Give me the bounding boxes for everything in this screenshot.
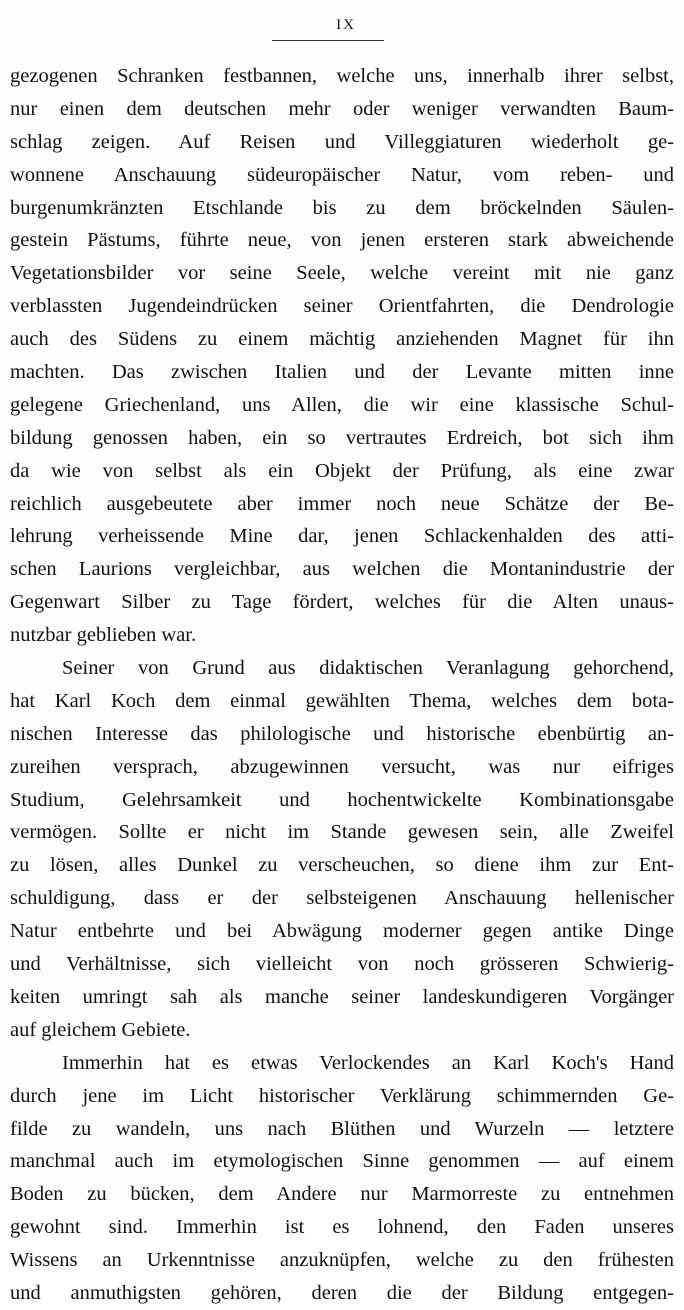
- text-line: schlag zeigen. Auf Reisen und Villeggiaturen wiederholt ge-: [10, 130, 674, 153]
- text-line: reichlich ausgebeutete aber immer noch neue Schätze der Be-: [10, 492, 674, 515]
- text-line: Wissens an Urkenntnisse anzuknüpfen, welche zu den frühesten: [10, 1249, 674, 1272]
- text-line: da wie von selbst als ein Objekt der Prüfung, als eine zwar: [10, 459, 674, 482]
- text-line: auch des Südens zu einem mächtig anziehenden Magnet für ihn: [10, 328, 674, 351]
- text-line: Natur entbehrte und bei Abwägung moderner gegen antike Dinge: [10, 920, 674, 943]
- text-line: gelegene Griechenland, uns Allen, die wir eine klassische Schul-: [10, 393, 674, 416]
- text-line: nischen Interesse das philologische und historische ebenbürtig an-: [10, 722, 674, 745]
- text-line: machten. Das zwischen Italien und der Levante mitten inne: [10, 361, 674, 384]
- text-line: Boden zu bücken, dem Andere nur Marmorreste zu entnehmen: [10, 1183, 674, 1206]
- text-line: bildung genossen haben, ein so vertrautes Erdreich, bot sich ihm: [10, 426, 674, 449]
- header-rule: [272, 40, 384, 41]
- text-line: manchmal auch im etymologischen Sinne genommen — auf einem: [10, 1150, 674, 1173]
- text-line: burgenumkränzten Etschlande bis zu dem bröckelnden Säulen-: [10, 196, 674, 219]
- text-line: schuldigung, dass er der selbsteigenen Anschauung hellenischer: [10, 887, 674, 910]
- text-line: Vegetationsbilder vor seine Seele, welche vereint mit nie ganz: [10, 262, 674, 285]
- text-line: filde zu wandeln, uns nach Blüthen und Wurzeln — letztere: [10, 1117, 674, 1140]
- text-line: Studium, Gelehrsamkeit und hochentwickelte Kombinationsgabe: [10, 788, 674, 811]
- paragraph-1: [10, 60, 674, 652]
- text-line: schen Laurions vergleichbar, aus welchen die Montanindustrie der: [10, 558, 674, 581]
- text-line: Gegenwart Silber zu Tage fördert, welches für die Alten unaus-: [10, 591, 674, 614]
- text-line: hat Karl Koch dem einmal gewählten Thema, welches dem bota-: [10, 689, 674, 712]
- body-text: [10, 60, 674, 1310]
- text-line: vermögen. Sollte er nicht im Stande gewesen sein, alle Zweifel: [10, 821, 674, 844]
- text-line: gezogenen Schranken festbannen, welche uns, innerhalb ihrer selbst,: [10, 65, 674, 87]
- text-line: Immerhin hat es etwas Verlockendes an Karl Koch's Hand: [62, 1051, 674, 1074]
- text-line: und anmuthigsten gehören, deren die der Bildung entgegen-: [10, 1281, 674, 1304]
- text-line: nur einen dem deutschen mehr oder weniger verwandten Baum-: [10, 97, 674, 120]
- text-line: und Verhältnisse, sich vielleicht von noch grösseren Schwierig-: [10, 953, 674, 976]
- text-line: gewohnt sind. Immerhin ist es lohnend, den Faden unseres: [10, 1216, 674, 1239]
- text-line: auf gleichem Gebiete.: [10, 1018, 191, 1041]
- paragraph-2: [10, 652, 674, 1047]
- text-line: verblassten Jugendeindrücken seiner Orientfahrten, die Dendrologie: [10, 295, 674, 318]
- text-line: gestein Pästums, führte neue, von jenen ersteren stark abweichende: [10, 229, 674, 252]
- text-line: lehrung verheissende Mine dar, jenen Schlackenhalden des atti-: [10, 525, 674, 548]
- text-line: zu lösen, alles Dunkel zu verscheuchen, so diene ihm zur Ent-: [10, 854, 674, 877]
- page-number: IX: [336, 17, 356, 33]
- text-line: wonnene Anschauung südeuropäischer Natur, vom reben- und: [10, 163, 674, 186]
- text-line: nutzbar geblieben war.: [10, 624, 197, 647]
- text-line: zureihen versprach, abzugewinnen versucht, was nur eifriges: [10, 755, 674, 778]
- page-header: [0, 14, 684, 34]
- text-line: Seiner von Grund aus didaktischen Veranlagung gehorchend,: [62, 657, 674, 680]
- text-line: durch jene im Licht historischer Verklärung schimmernden Ge-: [10, 1084, 674, 1107]
- text-line: keiten umringt sah als manche seiner landeskundigeren Vorgänger: [10, 985, 674, 1008]
- paragraph-3: [10, 1047, 674, 1310]
